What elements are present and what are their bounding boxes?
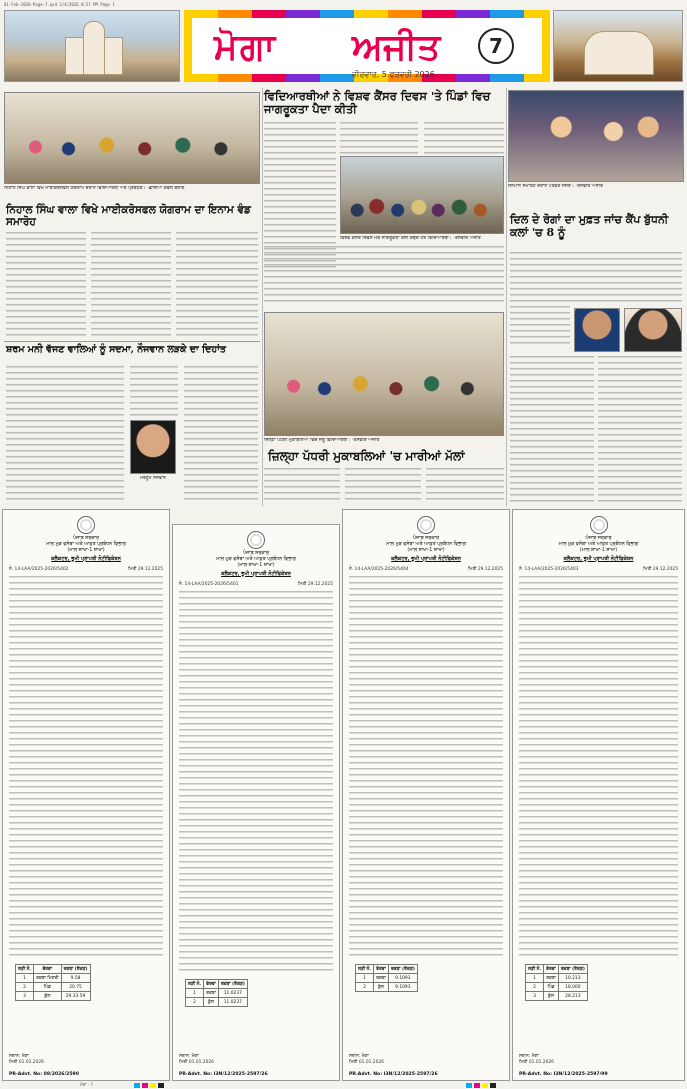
story5-body-col2	[130, 366, 178, 416]
story1-headline: ਨਿਹਾਲ ਸਿੰਘ ਵਾਲਾ ਵਿਖੇ ਮਾਈਕਰੋਸਫਲ ਯੋਗਰਾਮ ਦਾ ਇਨਾਮ ਵੰਡ ਸਮਾਰੋਹ	[6, 204, 251, 229]
print-registration-strip	[0, 1082, 687, 1089]
notice-date: ਮਿਤੀ 29.12.2025	[298, 582, 333, 587]
notice-1	[2, 509, 170, 1081]
notice-body	[9, 576, 163, 956]
masthead-date: ਵੀਰਵਾਰ, 5 ਫਰਵਰੀ 2026	[352, 70, 435, 79]
story1-caption: ਨਿਹਾਲ ਸਿੰਘ ਵਾਲਾ ਵਿਖੇ ਮਾਈਕਰੋਸਫਲ ਯੋਗਰਾਮ ਦੌਰਾਨ ਵਿਦਿਆਰਥੀ ਅਤੇ ਪ੍ਰਬੰਧਕ। -ਛਾਇਆ ਕੰਵਲ ਬਰਾੜ	[4, 186, 185, 191]
notice-adv-number: PR-Advt. No: 08/2026/2590	[9, 1072, 79, 1077]
notice-table: ਲੜੀ ਨੰ. ਵੇਰਵਾ ਰਕਬਾ (ਏਕੜ) 1 ਰਕਬਾ 9.1093 2 ਕੁੱਲ 9.1093	[355, 964, 418, 992]
notice-2	[172, 524, 340, 1081]
notice-title: ਕਲੈਕਟਰ, ਭੂਮੀ ਪ੍ਰਾਪਤੀ ਨੋਟੀਫਿਕੇਸ਼ਨ	[221, 571, 291, 577]
story6-photo	[264, 312, 504, 436]
notice-date: ਮਿਤੀ 29.12.2025	[128, 567, 163, 572]
notice-header: ਪੰਜਾਬ ਸਰਕਾਰ ਮਾਲ ਮੁੜ ਵਸੇਬਾ ਅਤੇ ਆਫ਼ਤ ਪ੍ਰਬੰਧਨ ਵਿਭਾਗ (ਮਾਲ ਸ਼ਾਖਾ-1 ਸ਼ਾਖਾ)	[558, 536, 639, 553]
story4-photo-doctor1	[574, 308, 620, 352]
notice-ref: ਨੰ. 14-LAA/2025-2026/5404 ਮਿਤੀ 29.12.2025	[349, 567, 503, 572]
story6-caption: ਜ਼ਿਲ੍ਹਾ ਪੱਧਰੀ ਮੁਕਾਬਲਿਆਂ ਵਿਚ ਜੇਤੂ ਵਿਦਿਆਰਥੀ। -ਤਸਵੀਰ ਅਜੀਤ	[264, 438, 380, 443]
table-row: 1 ਰਕਬਾ 9.1093	[356, 974, 418, 983]
notice-footer: ਸਥਾਨ: ਮੋਗਾ ਮਿਤੀ 01.01.2026	[349, 1054, 384, 1065]
masthead-photo-right	[553, 10, 683, 82]
notice-adv-number: PR-Advt. No: I3N/12/2025-2597/99	[519, 1072, 608, 1077]
story1-photo	[4, 92, 260, 184]
story5-body-col1	[6, 366, 124, 502]
story2-caption: ਵਿਸ਼ਵ ਕੈਂਸਰ ਦਿਵਸ ਮੌਕੇ ਜਾਗਰੂਕਤਾ ਰੈਲੀ ਕੱਢਦੇ ਹੋਏ ਵਿਦਿਆਰਥੀ। -ਤਸਵੀਰ ਅਜੀਤ	[340, 236, 481, 241]
story3-photo	[508, 90, 684, 182]
story4-headline: ਦਿਲ ਦੇ ਰੋਗਾਂ ਦਾ ਮੁਫ਼ਤ ਜਾਂਚ ਕੈਂਪ ਬੁੱਧਨੀ ਕਲਾਂ 'ਚ 8 ਨੂੰ	[510, 213, 669, 239]
notice-adv-number: PR-Advt. No: I3N/12/2025-2597/26	[349, 1072, 438, 1077]
masthead-title-city: ਮੋਗਾ	[214, 26, 278, 68]
story4-body-top	[510, 252, 682, 306]
divider	[4, 341, 260, 342]
story2-body-col3	[424, 122, 504, 154]
footer-label: ਮੋਗਾ - 7	[80, 1082, 94, 1087]
notice-body	[179, 591, 333, 971]
column-rule	[262, 88, 263, 506]
notice-header: ਪੰਜਾਬ ਸਰਕਾਰ ਮਾਲ ਮੁੜ ਵਸੇਬਾ ਅਤੇ ਆਫ਼ਤ ਪ੍ਰਬੰਧਨ ਵਿਭਾਗ (ਮਾਲ ਸ਼ਾਖਾ-1 ਸ਼ਾਖਾ)	[216, 551, 296, 568]
govt-emblem-icon	[590, 516, 608, 534]
notice-date: ਮਿਤੀ 29.12.2025	[468, 567, 503, 572]
govt-emblem-icon	[417, 516, 435, 534]
notice-ref: ਨੰ. 14-LAA/2025-2026/5403 ਮਿਤੀ 29.12.2025	[519, 567, 678, 572]
story2-body-bottom	[264, 246, 504, 306]
notice-ref: ਨੰ. 14-LAA/2025-2026/5402 ਮਿਤੀ 29.12.2025	[9, 567, 163, 572]
table-row: 2 ਪਿੰਡ 18.000	[526, 983, 588, 992]
page-meta: 01-Feb-2026-Page-7.qxd 2/4/2026 8:57 PM Page 1	[4, 2, 115, 7]
story6-body-col1	[264, 468, 340, 504]
story5-body-col3	[184, 366, 258, 502]
story4-body-left	[510, 306, 570, 346]
table-row: 2 ਪਿੰਡ 20.75	[16, 983, 91, 992]
column-rule	[506, 88, 507, 506]
notice-title: ਕਲੈਕਟਰ, ਭੂਮੀ ਪ੍ਰਾਪਤੀ ਨੋਟੀਫਿਕੇਸ਼ਨ	[51, 556, 121, 562]
story4-body-col2	[598, 356, 682, 504]
table-row: 3 ਕੁੱਲ 28.213	[526, 992, 588, 1001]
story6-body-col2	[345, 468, 421, 504]
story5-photo-caption: ਮਰਹੂਮ ਨੌਜਵਾਨ	[139, 476, 167, 481]
govt-emblem-icon	[77, 516, 95, 534]
notice-table: ਲੜੀ ਨੰ. ਵੇਰਵਾ ਰਕਬਾ (ਏਕੜ) 1 ਰਕਬਾ ਮਿਣਤੀ 9.58 2 ਪਿੰਡ 20.75 3 ਕੁੱਲ 29.33 59	[15, 964, 91, 1001]
masthead	[0, 6, 687, 84]
notice-table: ਲੜੀ ਨੰ. ਵੇਰਵਾ ਰਕਬਾ (ਏਕੜ) 1 ਰਕਬਾ 10.213 2 ਪਿੰਡ 18.000 3 ਕੁੱਲ 28.213	[525, 964, 588, 1001]
notice-date: ਮਿਤੀ 29.12.2025	[643, 567, 678, 572]
story3-caption: ਸਨਮਾਨ ਸਮਾਰੋਹ ਦੌਰਾਨ ਪਤਵੰਤੇ ਸੱਜਣ। -ਤਸਵੀਰ ਅਜੀਤ	[508, 184, 603, 189]
story6-body-col3	[426, 468, 504, 504]
story1-body-col1	[6, 232, 86, 338]
story2-body-col2	[340, 122, 418, 154]
story4-body-col1	[510, 356, 594, 504]
table-row: 2 ਕੁੱਲ 11.0237	[186, 998, 248, 1007]
notice-body	[519, 576, 678, 956]
notice-footer: ਸਥਾਨ: ਮੋਗਾ ਮਿਤੀ 01.01.2026	[9, 1054, 44, 1065]
table-row: 1 ਰਕਬਾ 10.213	[526, 974, 588, 983]
notice-title: ਕਲੈਕਟਰ, ਭੂਮੀ ਪ੍ਰਾਪਤੀ ਨੋਟੀਫਿਕੇਸ਼ਨ	[391, 556, 461, 562]
notice-4	[512, 509, 685, 1081]
story2-photo	[340, 156, 504, 234]
table-row: 2 ਕੁੱਲ 9.1093	[356, 983, 418, 992]
notice-body	[349, 576, 503, 956]
notice-table: ਲੜੀ ਨੰ. ਵੇਰਵਾ ਰਕਬਾ (ਏਕੜ) 1 ਰਕਬਾ 11.0237 2 ਕੁੱਲ 11.0237	[185, 979, 248, 1007]
notice-adv-number: PR-Advt. No: I3N/12/2025-2597/26	[179, 1072, 268, 1077]
story2-headline: ਵਿਦਿਆਰਥੀਆਂ ਨੇ ਵਿਸ਼ਵ ਕੈਂਸਰ ਦਿਵਸ 'ਤੇ ਪਿੰਡਾਂ ਵਿਚ ਜਾਗਰੂਕਤਾ ਪੈਦਾ ਕੀਤੀ	[264, 89, 491, 117]
govt-emblem-icon	[247, 531, 265, 549]
notice-footer: ਸਥਾਨ: ਮੋਗਾ ਮਿਤੀ 01.01.2026	[179, 1054, 214, 1065]
notice-header: ਪੰਜਾਬ ਸਰਕਾਰ ਮਾਲ ਮੁੜ ਵਸੇਬਾ ਅਤੇ ਆਫ਼ਤ ਪ੍ਰਬੰਧਨ ਵਿਭਾਗ (ਮਾਲ ਸ਼ਾਖਾ-1 ਸ਼ਾਖਾ)	[386, 536, 466, 553]
notice-title: ਕਲੈਕਟਰ, ਭੂਮੀ ਪ੍ਰਾਪਤੀ ਨੋਟੀਫਿਕੇਸ਼ਨ	[563, 556, 634, 562]
notice-footer: ਸਥਾਨ: ਮੋਗਾ ਮਿਤੀ 01.01.2026	[519, 1054, 554, 1065]
masthead-photo-left	[4, 10, 180, 82]
table-row: 1 ਰਕਬਾ 11.0237	[186, 989, 248, 998]
story5-photo	[130, 420, 176, 474]
story1-body-col2	[91, 232, 171, 338]
story5-headline: ਸ਼ਰਮ ਮਨੀ ਵੱਜਣ ਵਾਲਿਆਂ ਨੂੰ ਸਦਮਾ, ਨੌਜਵਾਨ ਲੜਕੇ ਦਾ ਦਿਹਾਂਤ	[6, 344, 226, 355]
page-number: 7	[478, 28, 514, 64]
story4-photo-doctor2	[624, 308, 682, 352]
masthead-title-paper: ਅਜੀਤ	[352, 26, 441, 68]
notice-ref: ਨੰ. 14-LAA/2025-2026/5401 ਮਿਤੀ 29.12.2025	[179, 582, 333, 587]
table-row: 1 ਰਕਬਾ ਮਿਣਤੀ 9.58	[16, 974, 91, 983]
table-row: 3 ਕੁੱਲ 29.33 59	[16, 992, 91, 1001]
notice-3	[342, 509, 510, 1081]
notice-header: ਪੰਜਾਬ ਸਰਕਾਰ ਮਾਲ ਮੁੜ ਵਸੇਬਾ ਅਤੇ ਆਫ਼ਤ ਪ੍ਰਬੰਧਨ ਵਿਭਾਗ (ਮਾਲ ਸ਼ਾਖਾ-1 ਸ਼ਾਖਾ)	[46, 536, 126, 553]
story6-headline: ਜ਼ਿਲ੍ਹਾ ਪੱਧਰੀ ਮੁਕਾਬਲਿਆਂ 'ਚ ਮਾਰੀਆਂ ਮੱਲਾਂ	[268, 449, 465, 463]
story1-body-col3	[176, 232, 258, 338]
